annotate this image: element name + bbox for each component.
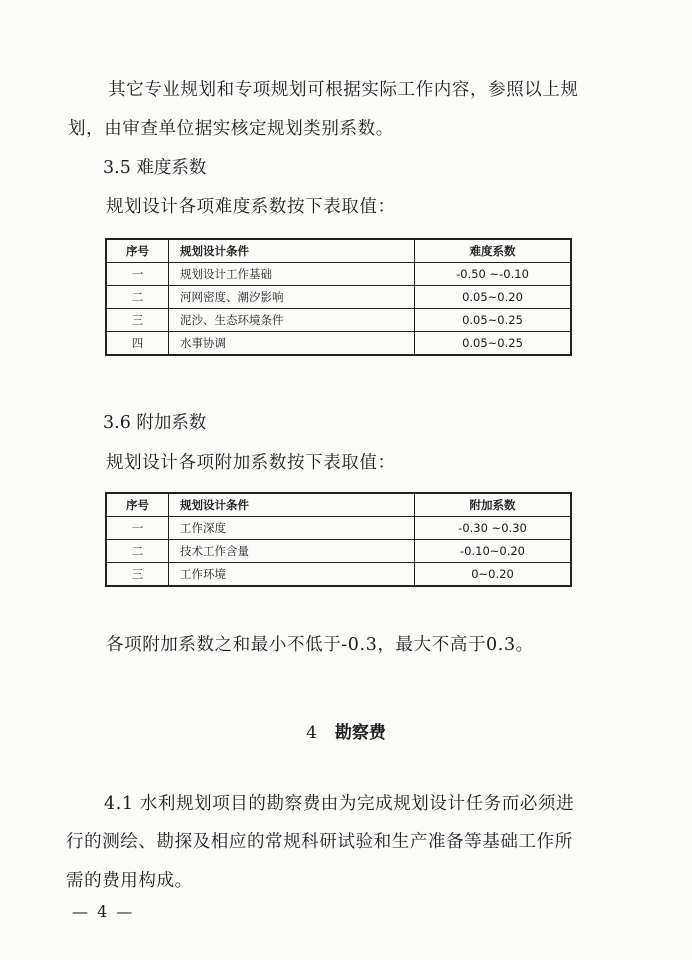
lead-3-6: 规划设计各项附加系数按下表取值：: [106, 453, 396, 473]
table-row: [106, 286, 571, 309]
header-no: 序号: [106, 493, 169, 517]
row-no: 三: [106, 309, 169, 332]
lead-3-5: 规划设计各项难度系数按下表取值：: [106, 197, 396, 217]
table-row: [106, 517, 571, 540]
row-value: -0.10~0.20: [415, 540, 572, 563]
table-row: [106, 309, 571, 332]
row-condition: 泥沙、生态环境条件: [169, 309, 415, 332]
section-4-para-line-2: 行的测绘、勘探及相应的常规科研试验和生产准备等基础工作所: [66, 832, 573, 852]
row-condition: 技术工作含量: [169, 540, 415, 563]
header-no: 序号: [106, 239, 169, 263]
heading-3-6: 3.6 附加系数: [103, 413, 207, 433]
row-value: 0.05~0.25: [415, 309, 572, 332]
table-header-row: [106, 239, 571, 263]
header-condition: 规划设计条件: [169, 493, 415, 517]
additional-coefficient-table: [105, 492, 572, 587]
row-value: 0.05~0.20: [415, 286, 572, 309]
section-4-para-line-1: 4.1 水利规划项目的勘察费由为完成规划设计任务而必须进: [104, 794, 575, 814]
row-value: -0.50 ~-0.10: [415, 263, 572, 286]
header-difficulty: 难度系数: [415, 239, 572, 263]
page-number: — 4 —: [72, 902, 135, 921]
row-no: 二: [106, 286, 169, 309]
row-no: 一: [106, 263, 169, 286]
header-condition: 规划设计条件: [169, 239, 415, 263]
table-header-row: [106, 493, 571, 517]
row-no: 三: [106, 563, 169, 587]
row-value: -0.30 ~0.30: [415, 517, 572, 540]
row-value: 0~0.20: [415, 563, 572, 587]
row-condition: 水事协调: [169, 332, 415, 356]
table-row: [106, 263, 571, 286]
header-additional: 附加系数: [415, 493, 572, 517]
section-4-heading: [0, 718, 692, 743]
intro-line-1: 其它专业规划和专项规划可根据实际工作内容，参照以上规: [108, 80, 579, 100]
additional-coefficient-note: 各项附加系数之和最小不低于-0.3，最大不高于0.3。: [106, 635, 534, 655]
row-no: 一: [106, 517, 169, 540]
table-row: [106, 540, 571, 563]
difficulty-coefficient-table: [105, 238, 572, 356]
row-value: 0.05~0.25: [415, 332, 572, 356]
row-condition: 规划设计工作基础: [169, 263, 415, 286]
row-condition: 工作环境: [169, 563, 415, 587]
section-4-para-line-3: 需的费用构成。: [66, 871, 193, 891]
row-condition: 河网密度、潮汐影响: [169, 286, 415, 309]
row-condition: 工作深度: [169, 517, 415, 540]
row-no: 四: [106, 332, 169, 356]
row-no: 二: [106, 540, 169, 563]
section-4-number: 4: [306, 723, 317, 743]
intro-line-2: 划，由审查单位据实核定规划类别系数。: [68, 119, 394, 139]
table-row: [106, 563, 571, 587]
table-row: [106, 332, 571, 356]
section-4-title: 勘察费: [334, 723, 386, 743]
heading-3-5: 3.5 难度系数: [103, 158, 207, 178]
